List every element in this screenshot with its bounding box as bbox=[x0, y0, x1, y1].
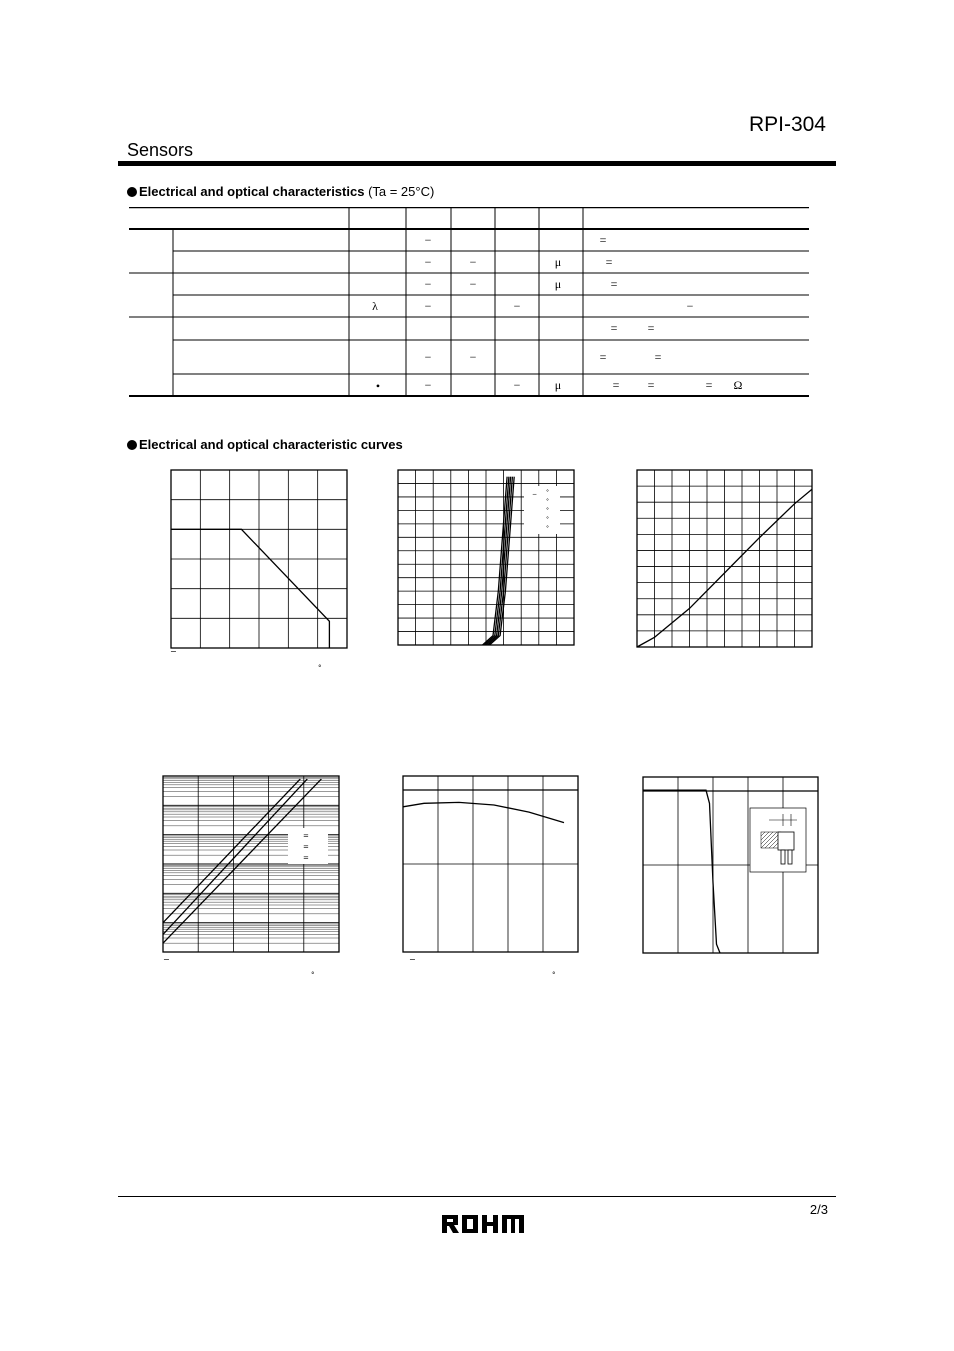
cell-dash: − bbox=[424, 255, 432, 269]
cell-eq: = bbox=[654, 350, 662, 364]
cell-eq: = bbox=[605, 255, 613, 269]
cell-eq: = bbox=[647, 321, 655, 335]
axis-degree-mark: ° bbox=[552, 971, 556, 979]
axis-degree-mark: ° bbox=[311, 971, 315, 979]
cell-dot: • bbox=[375, 379, 381, 393]
bullet-icon bbox=[127, 440, 137, 450]
page-number: 2/3 bbox=[809, 1202, 828, 1217]
cell-lambda: λ bbox=[372, 299, 378, 313]
chart-4 bbox=[155, 768, 355, 983]
legend-minus-mark: − bbox=[532, 491, 538, 498]
cell-mu: μ bbox=[554, 378, 562, 392]
cell-eq: = bbox=[610, 321, 618, 335]
rohm-logo bbox=[440, 1213, 526, 1235]
series-line bbox=[403, 802, 564, 822]
cell-eq: = bbox=[705, 378, 713, 392]
cell-dash: − bbox=[424, 350, 432, 364]
cell-mu: μ bbox=[554, 277, 562, 291]
curves-heading bbox=[127, 437, 403, 452]
table-heading bbox=[127, 184, 434, 199]
table-heading-text: Electrical and optical characteristics bbox=[139, 184, 365, 199]
legend-eq-mark: = bbox=[303, 832, 309, 840]
cell-dash: − bbox=[424, 299, 432, 313]
legend-degree-mark: ° bbox=[546, 489, 549, 496]
cell-ohm: Ω bbox=[733, 378, 743, 392]
cell-dash: − bbox=[424, 277, 432, 291]
axis-minus-mark: − bbox=[170, 647, 177, 656]
axis-degree-mark: ° bbox=[318, 664, 322, 672]
chart-6 bbox=[635, 768, 835, 968]
cell-eq: = bbox=[599, 233, 607, 247]
cell-dash: − bbox=[469, 255, 477, 269]
series-line bbox=[643, 790, 720, 953]
cell-dash: − bbox=[513, 378, 521, 392]
chart-5 bbox=[395, 768, 595, 983]
legend-degree-mark: ° bbox=[546, 498, 549, 505]
legend-degree-mark: ° bbox=[546, 507, 549, 514]
cell-dash: − bbox=[513, 299, 521, 313]
series-line bbox=[163, 779, 307, 935]
chart-2 bbox=[390, 462, 590, 662]
axis-minus-mark: − bbox=[163, 955, 170, 964]
cell-dash: − bbox=[686, 299, 694, 313]
header-rule bbox=[118, 161, 836, 166]
legend-eq-mark: = bbox=[303, 843, 309, 851]
legend-degree-mark: ° bbox=[546, 525, 549, 532]
cell-eq: = bbox=[647, 378, 655, 392]
cell-mu: μ bbox=[554, 255, 562, 269]
part-number: RPI-304 bbox=[748, 113, 826, 136]
footer-rule bbox=[118, 1196, 836, 1197]
cell-dash: − bbox=[469, 350, 477, 364]
legend-box bbox=[524, 486, 560, 534]
axis-minus-mark: − bbox=[409, 955, 416, 964]
cell-dash: − bbox=[424, 378, 432, 392]
cell-eq: = bbox=[610, 277, 618, 291]
chart-3 bbox=[630, 462, 830, 662]
characteristics-table bbox=[129, 207, 811, 399]
cell-eq: = bbox=[599, 350, 607, 364]
table-condition: (Ta = 25°C) bbox=[368, 184, 435, 199]
cell-dash: − bbox=[424, 233, 432, 247]
cell-dash: − bbox=[469, 277, 477, 291]
legend-degree-mark: ° bbox=[546, 516, 549, 523]
bullet-icon bbox=[127, 187, 137, 197]
section-title: Sensors bbox=[127, 140, 194, 160]
chart-1 bbox=[160, 462, 360, 677]
cell-eq: = bbox=[612, 378, 620, 392]
series-line bbox=[163, 779, 300, 923]
legend-eq-mark: = bbox=[303, 854, 309, 862]
curves-heading-text: Electrical and optical characteristic curves bbox=[139, 437, 403, 452]
sensor-diagram bbox=[750, 808, 806, 872]
